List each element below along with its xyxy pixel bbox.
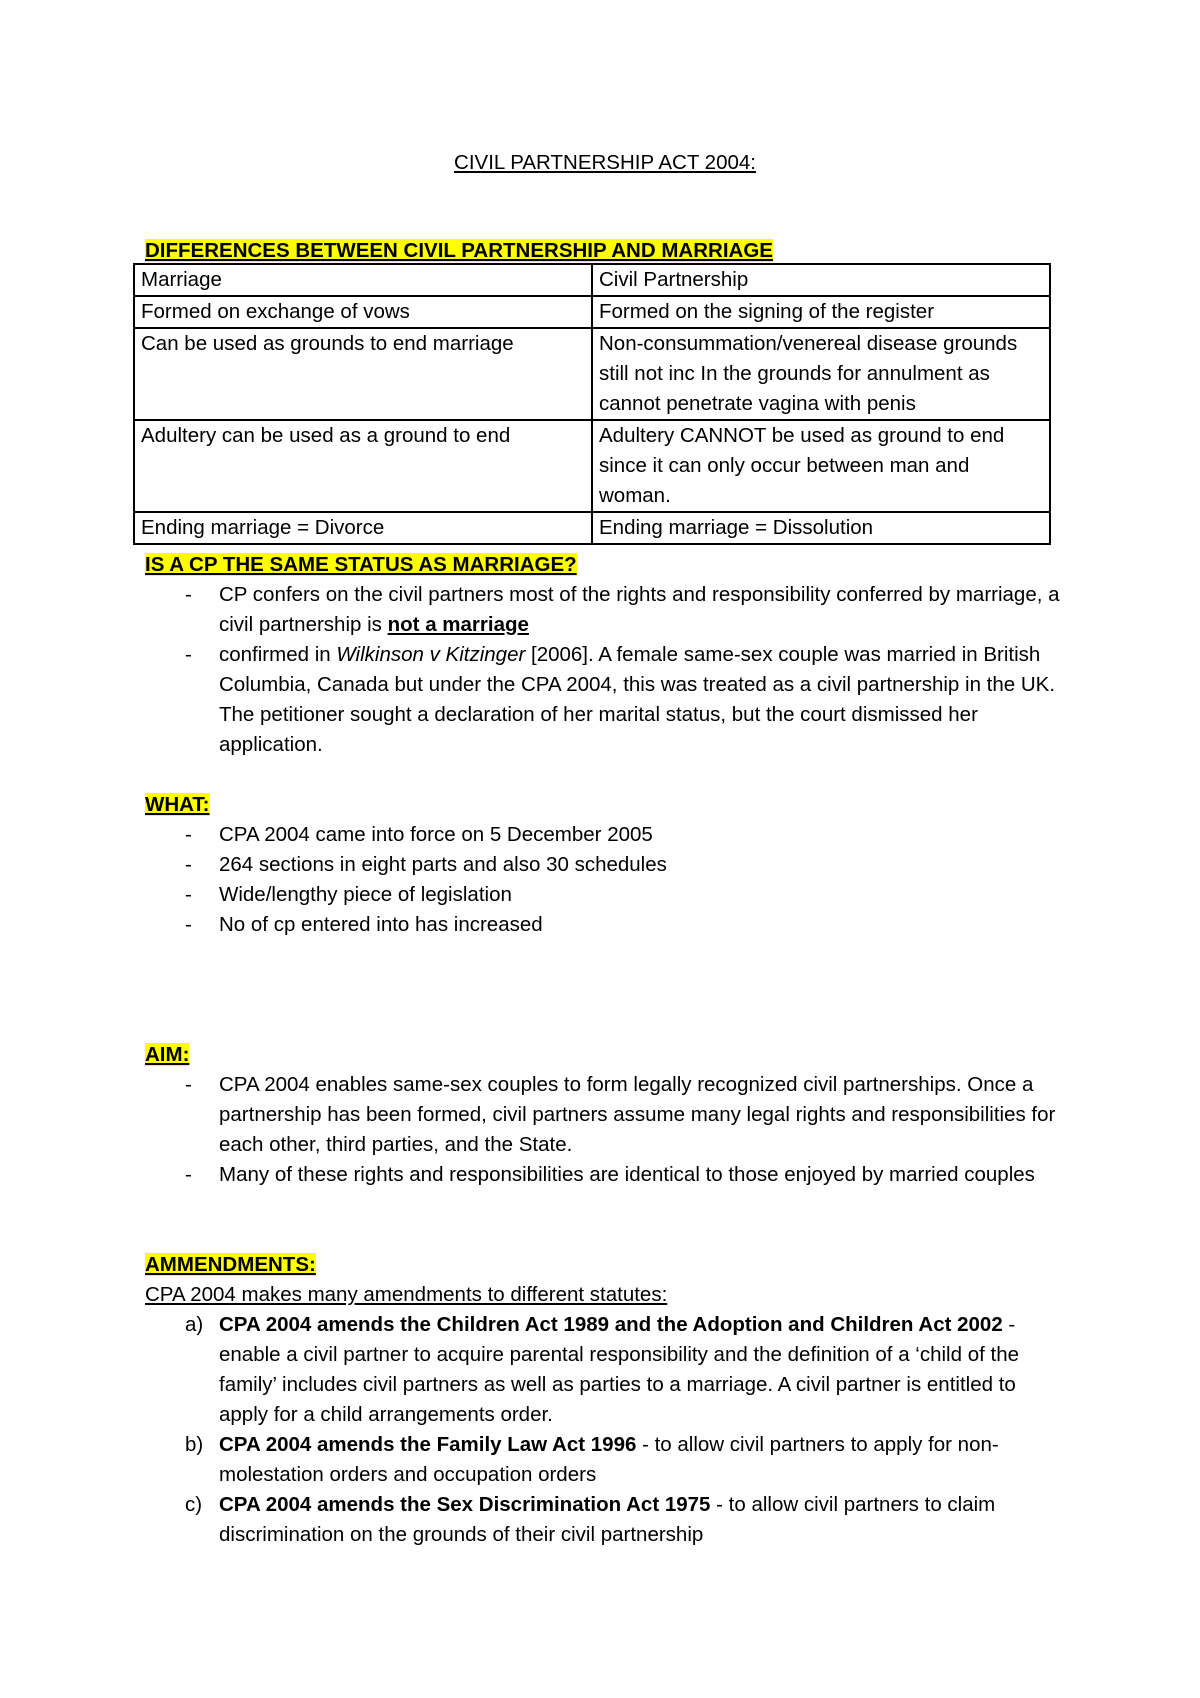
list-item: - No of cp entered into has increased [145, 910, 1065, 940]
table-header-row [134, 264, 1050, 296]
list-item: - CP confers on the civil partners most of the rights and responsibility conferred by marriage, a civil partnership is not a marriage [145, 580, 1065, 640]
what-heading: WHAT: [145, 793, 210, 816]
aim-list [145, 1070, 1065, 1190]
list-item: - confirmed in Wilkinson v Kitzinger [2006]. A female same-sex couple was married in British Columbia, Canada but under the CPA 2004, this was treated as a civil partnership in the UK. The petitioner sought a declaration of her marital status, but the court dismissed her application. [145, 640, 1065, 760]
table-cell: Formed on the signing of the register [592, 296, 1050, 328]
table-row [134, 328, 1050, 420]
table-cell: Ending marriage = Dissolution [592, 512, 1050, 544]
dash-bullet: - [185, 1073, 192, 1096]
list-item: - CPA 2004 came into force on 5 December 2005 [145, 820, 1065, 850]
table-row [134, 512, 1050, 544]
list-item: a) CPA 2004 amends the Children Act 1989 and the Adoption and Children Act 2002 - enable a civil partner to acquire parental responsibility and the definition of a ‘child of the family’ includes civil partners as well as parties to a marriage. A civil partner is entitled to apply for a child arrangements order. [145, 1310, 1065, 1430]
list-marker: b) [185, 1433, 204, 1456]
dash-bullet: - [185, 583, 192, 606]
aim-section [145, 1040, 1065, 1190]
list-marker: a) [185, 1313, 204, 1336]
table-cell: Non-consummation/venereal disease grounds still not inc In the grounds for annulment as cannot penetrate vagina with penis [592, 328, 1050, 420]
status-list [145, 580, 1065, 760]
what-list [145, 820, 1065, 940]
dash-bullet: - [185, 643, 192, 666]
dash-bullet: - [185, 883, 192, 906]
list-item: b) CPA 2004 amends the Family Law Act 1996 - to allow civil partners to apply for non-molestation orders and occupation orders [145, 1430, 1065, 1490]
amendments-intro: CPA 2004 makes many amendments to different statutes: [145, 1283, 668, 1306]
differences-table [133, 263, 1051, 545]
status-heading: IS A CP THE SAME STATUS AS MARRIAGE? [145, 553, 577, 576]
dash-bullet: - [185, 913, 192, 936]
dash-bullet: - [185, 853, 192, 876]
document-title: CIVIL PARTNERSHIP ACT 2004: [454, 151, 756, 174]
table-header-cell: Marriage [134, 264, 592, 296]
table-cell: Ending marriage = Divorce [134, 512, 592, 544]
table-cell: Adultery CANNOT be used as ground to end since it can only occur between man and woman. [592, 420, 1050, 512]
table-row [134, 420, 1050, 512]
list-item: c) CPA 2004 amends the Sex Discrimination Act 1975 - to allow civil partners to claim discrimination on the grounds of their civil partnership [145, 1490, 1065, 1550]
table-cell: Formed on exchange of vows [134, 296, 592, 328]
table-row [134, 296, 1050, 328]
amendments-section [145, 1250, 1065, 1550]
table-cell: Adultery can be used as a ground to end [134, 420, 592, 512]
differences-heading: DIFFERENCES BETWEEN CIVIL PARTNERSHIP AND MARRIAGE [145, 239, 773, 262]
emphasis-text: not a marriage [387, 613, 529, 636]
amendments-list [145, 1310, 1065, 1550]
case-name: Wilkinson v Kitzinger [336, 643, 526, 666]
table-header-cell: Civil Partnership [592, 264, 1050, 296]
dash-bullet: - [185, 823, 192, 846]
aim-heading: AIM: [145, 1043, 190, 1066]
status-section [145, 550, 1065, 760]
amendments-heading: AMMENDMENTS: [145, 1253, 316, 1276]
list-item: - CPA 2004 enables same-sex couples to form legally recognized civil partnerships. Once a partnership has been formed, civil partners assume many legal rights and responsibilities for each other, third parties, and the State. [145, 1070, 1065, 1160]
list-item: - Wide/lengthy piece of legislation [145, 880, 1065, 910]
list-marker: c) [185, 1493, 203, 1516]
list-item: - 264 sections in eight parts and also 30 schedules [145, 850, 1065, 880]
table-cell: Can be used as grounds to end marriage [134, 328, 592, 420]
list-item: - Many of these rights and responsibilities are identical to those enjoyed by married couples [145, 1160, 1065, 1190]
dash-bullet: - [185, 1163, 192, 1186]
what-section [145, 790, 1065, 940]
